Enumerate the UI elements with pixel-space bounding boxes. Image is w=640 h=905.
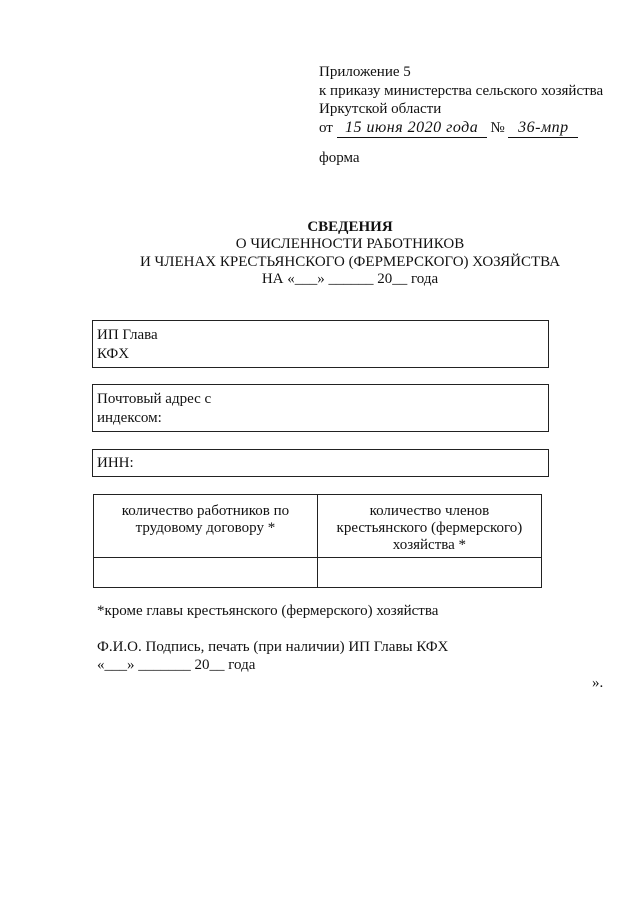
title-subline-1: О ЧИСЛЕННОСТИ РАБОТНИКОВ [235,236,465,252]
postal-address-field[interactable] [92,384,549,432]
col1-line2: трудовому договору * [135,520,276,536]
date-prefix: от [319,120,333,136]
staff-count-table [93,494,542,588]
column-header-members [317,495,541,558]
members-count-cell[interactable] [317,558,541,588]
head-label-1: ИП Глава [97,327,158,343]
address-label-2: индексом: [97,410,162,426]
inn-label: ИНН: [97,455,134,471]
col2-line2: крестьянского (фермерского) [336,520,523,536]
head-label-2: КФХ [97,346,130,362]
signature-date-line: «___» _______ 20__ года [97,657,256,673]
appendix-number: Приложение 5 [319,64,411,80]
order-date-line [319,118,578,138]
number-prefix: № [490,120,505,136]
region-name: Иркутской области [319,101,442,117]
footnote: *кроме главы крестьянского (фермерского) хозяйства [97,603,439,619]
form-label: форма [319,150,360,166]
address-label-1: Почтовый адрес с [97,391,212,407]
inn-field[interactable] [92,449,549,477]
title-subline-2: И ЧЛЕНАХ КРЕСТЬЯНСКОГО (ФЕРМЕРСКОГО) ХОЗЯЙСТВА [139,254,561,270]
handwritten-number: 36-мпр [508,118,578,138]
table-input-row [94,558,542,588]
column-header-workers [94,495,318,558]
table-header-row [94,495,542,558]
title-date-line: НА «___» ______ 20__ года [261,271,439,287]
handwritten-date: 15 июня 2020 года [337,118,487,138]
col1-line1: количество работников по [121,503,290,519]
col2-line1: количество членов [369,503,490,519]
closing-quote: ». [592,675,604,691]
order-reference: к приказу министерства сельского хозяйства [319,83,604,99]
col2-line3: хозяйства * [392,537,467,553]
workers-count-cell[interactable] [94,558,318,588]
signature-line: Ф.И.О. Подпись, печать (при наличии) ИП Главы КФХ [97,639,449,655]
document-title: СВЕДЕНИЯ [307,219,393,235]
head-of-farm-field[interactable] [92,320,549,368]
